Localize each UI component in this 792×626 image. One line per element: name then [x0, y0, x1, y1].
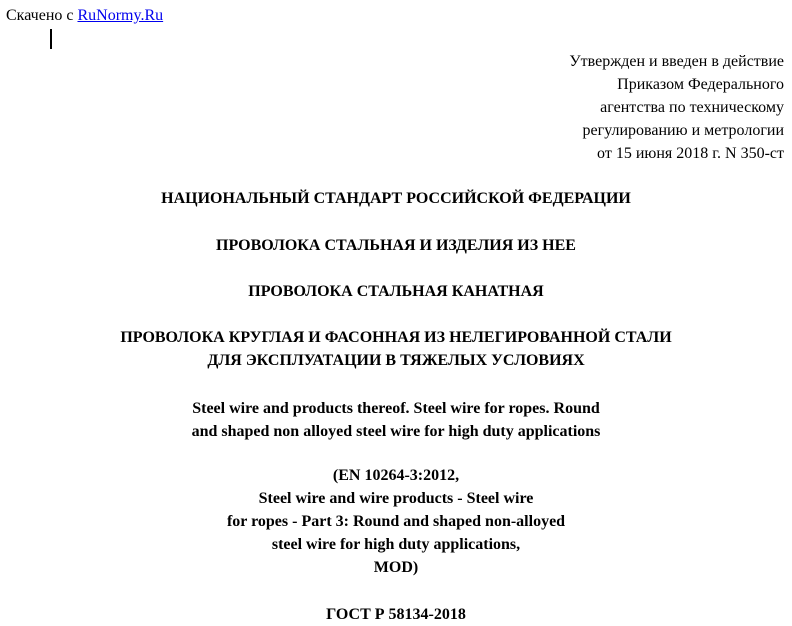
approval-line: Утвержден и введен в действие	[569, 53, 784, 70]
english-title-line: Steel wire and products thereof. Steel wire for ropes. Round	[192, 400, 600, 417]
approval-line: от 15 июня 2018 г. N 350-ст	[597, 145, 784, 162]
source-line	[6, 6, 163, 26]
national-standard-title: НАЦИОНАЛЬНЫЙ СТАНДАРТ РОССИЙСКОЙ ФЕДЕРАЦИИ	[161, 190, 631, 207]
approval-line: Приказом Федерального	[617, 76, 784, 93]
round-shaped-line: ПРОВОЛОКА КРУГЛАЯ И ФАСОННАЯ ИЗ НЕЛЕГИРОВАННОЙ СТАЛИ	[120, 329, 672, 346]
rope-wire-title: ПРОВОЛОКА СТАЛЬНАЯ КАНАТНАЯ	[248, 283, 544, 300]
source-prefix: Скачено с	[6, 7, 78, 24]
approval-line: регулированию и метрологии	[582, 122, 784, 139]
approval-block	[569, 50, 784, 165]
en-standard-heading	[0, 464, 792, 579]
national-standard-heading	[0, 187, 792, 210]
rope-wire-heading	[0, 280, 792, 303]
en-standard-line: Steel wire and wire products - Steel wire	[258, 490, 534, 507]
round-shaped-line: ДЛЯ ЭКСПЛУАТАЦИИ В ТЯЖЕЛЫХ УСЛОВИЯХ	[207, 352, 585, 369]
wire-products-title: ПРОВОЛОКА СТАЛЬНАЯ И ИЗДЕЛИЯ ИЗ НЕЕ	[216, 237, 576, 254]
en-standard-line: steel wire for high duty applications,	[271, 536, 521, 553]
english-title-line: and shaped non alloyed steel wire for high duty applications	[191, 423, 601, 440]
en-standard-line: for ropes - Part 3: Round and shaped non-alloyed	[226, 513, 566, 530]
english-title-heading	[0, 397, 792, 443]
text-cursor	[50, 29, 52, 49]
en-standard-line: (EN 10264-3:2012,	[332, 467, 460, 484]
round-shaped-heading	[0, 326, 792, 372]
gost-number-heading	[0, 603, 792, 626]
runormy-link[interactable]: RuNormy.Ru	[77, 7, 164, 24]
en-standard-line: MOD)	[373, 559, 419, 576]
gost-number: ГОСТ Р 58134-2018	[326, 606, 466, 623]
wire-products-heading	[0, 234, 792, 257]
approval-line: агентства по техническому	[600, 99, 784, 116]
